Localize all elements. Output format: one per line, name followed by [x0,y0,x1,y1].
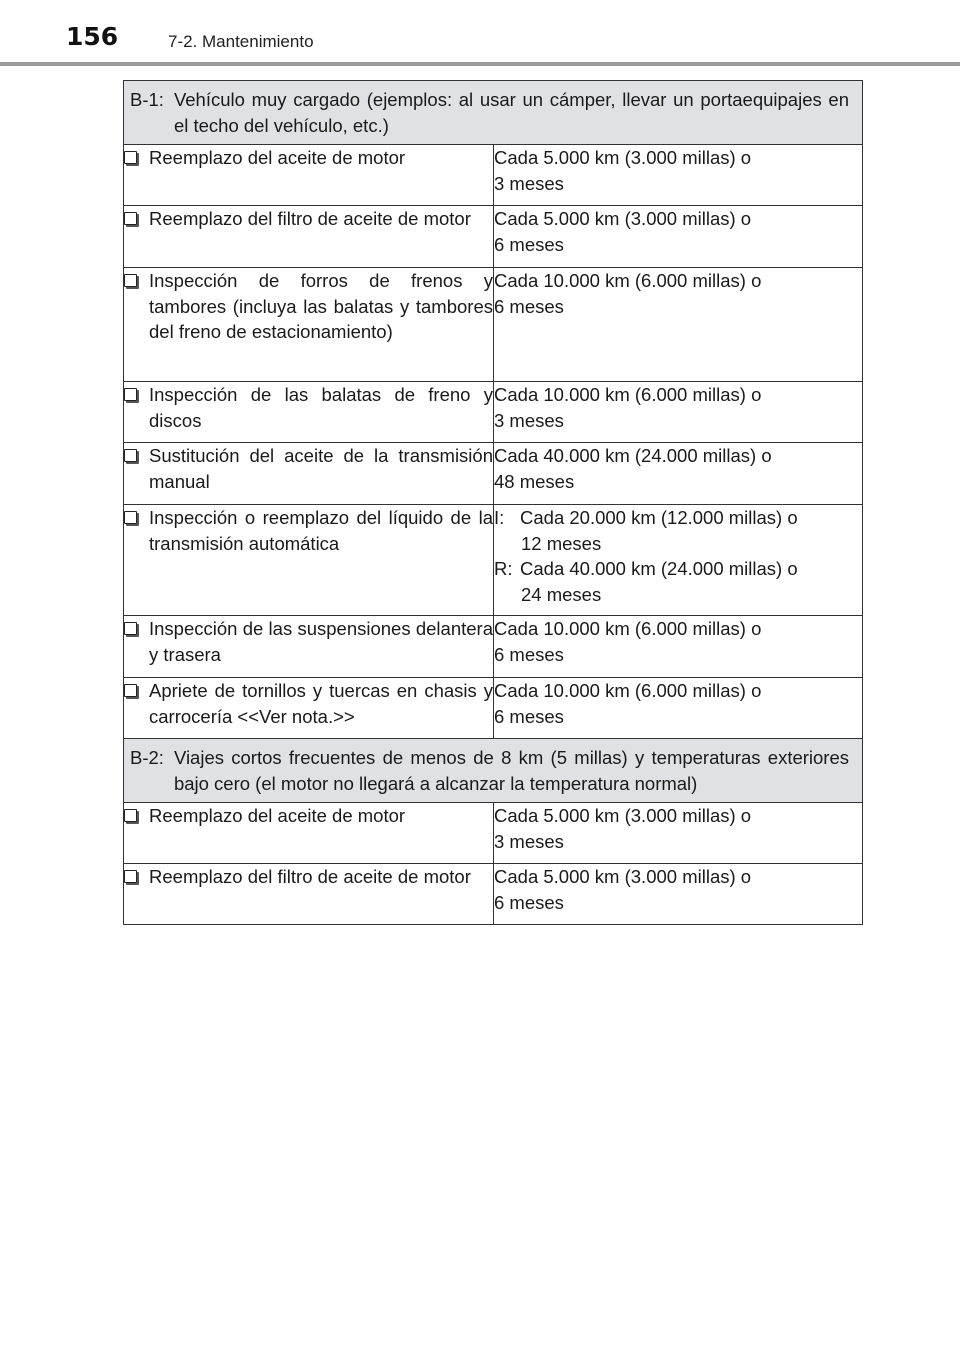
item-label: Inspección de las balatas de freno y discos [149,384,493,431]
interval-cell [494,505,863,616]
interval-cell [494,803,863,864]
interval-line: 3 meses [494,830,564,852]
table-row [124,803,863,864]
item-label: Inspección de las suspensiones delantera y trasera [149,618,493,665]
table-row [124,616,863,678]
checkbox-icon [124,684,137,697]
interval-cell [494,382,863,443]
interval-line: Cada 5.000 km (3.000 millas) o [494,866,752,887]
interval-line: Cada 10.000 km (6.000 millas) o [494,680,762,701]
interval-cell [494,443,863,505]
item-cell [124,268,494,382]
interval-line: 12 meses [521,532,602,554]
checkbox-icon [124,212,137,225]
checkbox-icon [124,870,137,883]
table-row [124,443,863,505]
interval-line: Cada 10.000 km (6.000 millas) o [494,618,762,639]
item-label: Apriete de tornillos y tuercas en chasis y carrocería <<Ver nota.>> [149,680,493,727]
item-cell [124,678,494,739]
item-label: Reemplazo del filtro de aceite de motor [149,208,471,229]
item-label: Inspección de forros de frenos y tambores (incluya las balatas y tambores del freno de estacionamiento) [149,270,493,342]
interval-cell [494,268,863,382]
checkbox-icon [124,151,137,164]
interval-line: 48 meses [494,470,575,492]
checkbox-icon [124,388,137,401]
maintenance-table [123,80,863,925]
table-row [124,678,863,739]
item-label: Inspección o reemplazo del líquido de la transmisión automática [149,507,493,554]
condition-description: Vehículo muy cargado (ejemplos: al usar un cámper, llevar un portaequipajes en el techo del vehículo, etc.) [173,89,850,136]
interval-line: Cada 5.000 km (3.000 millas) o [494,208,752,229]
checkbox-icon [124,809,137,822]
item-cell [124,803,494,864]
page-number: 156 [66,22,119,51]
interval-line: Cada 10.000 km (6.000 millas) o [494,384,762,405]
item-cell [124,443,494,505]
condition-description: Viajes cortos frecuentes de menos de 8 km (5 millas) y temperaturas exteriores bajo cero (el motor no llegará a alcanzar la temperatura normal) [173,747,850,794]
checkbox-icon [124,511,137,524]
interval-line: Cada 40.000 km (24.000 millas) o [494,445,772,466]
interval-cell [494,864,863,925]
item-cell [124,206,494,268]
interval-replacement [494,556,862,607]
condition-row-b2 [124,739,863,803]
interval-line: 6 meses [494,643,564,665]
condition-cell [124,739,863,803]
table-row [124,864,863,925]
interval-line: 6 meses [494,891,564,913]
interval-line: Cada 20.000 km (12.000 millas) o [520,507,798,528]
interval-code: R: [494,558,513,579]
checkbox-icon [124,622,137,635]
table-row [124,268,863,382]
interval-cell [494,616,863,678]
table-row [124,145,863,206]
item-label: Reemplazo del aceite de motor [149,805,406,826]
item-cell [124,864,494,925]
item-cell [124,616,494,678]
interval-inspection [494,505,862,556]
checkbox-icon [124,274,137,287]
condition-row-b1 [124,81,863,145]
interval-line: 6 meses [494,233,564,255]
page-header [0,0,960,70]
condition-cell [124,81,863,145]
section-title: 7-2. Mantenimiento [168,32,314,51]
item-cell [124,145,494,206]
interval-line: Cada 40.000 km (24.000 millas) o [520,558,798,579]
interval-cell [494,206,863,268]
interval-line: Cada 10.000 km (6.000 millas) o [494,270,762,291]
table-row [124,505,863,616]
condition-code: B-1: [130,89,164,110]
item-label: Sustitución del aceite de la transmisión manual [149,445,493,492]
interval-cell [494,678,863,739]
item-label: Reemplazo del filtro de aceite de motor [149,866,471,887]
interval-cell [494,145,863,206]
interval-code: I: [494,507,505,528]
item-label: Reemplazo del aceite de motor [149,147,406,168]
interval-line: 3 meses [494,172,564,194]
item-cell [124,382,494,443]
interval-line: 24 meses [521,583,602,605]
condition-code: B-2: [130,747,164,768]
interval-line: 6 meses [494,295,564,317]
item-cell [124,505,494,616]
checkbox-icon [124,449,137,462]
header-rule [0,62,960,66]
interval-line: 3 meses [494,409,564,431]
table-row [124,206,863,268]
interval-line: 6 meses [494,705,564,727]
interval-line: Cada 5.000 km (3.000 millas) o [494,805,752,826]
table-row [124,382,863,443]
interval-line: Cada 5.000 km (3.000 millas) o [494,147,752,168]
